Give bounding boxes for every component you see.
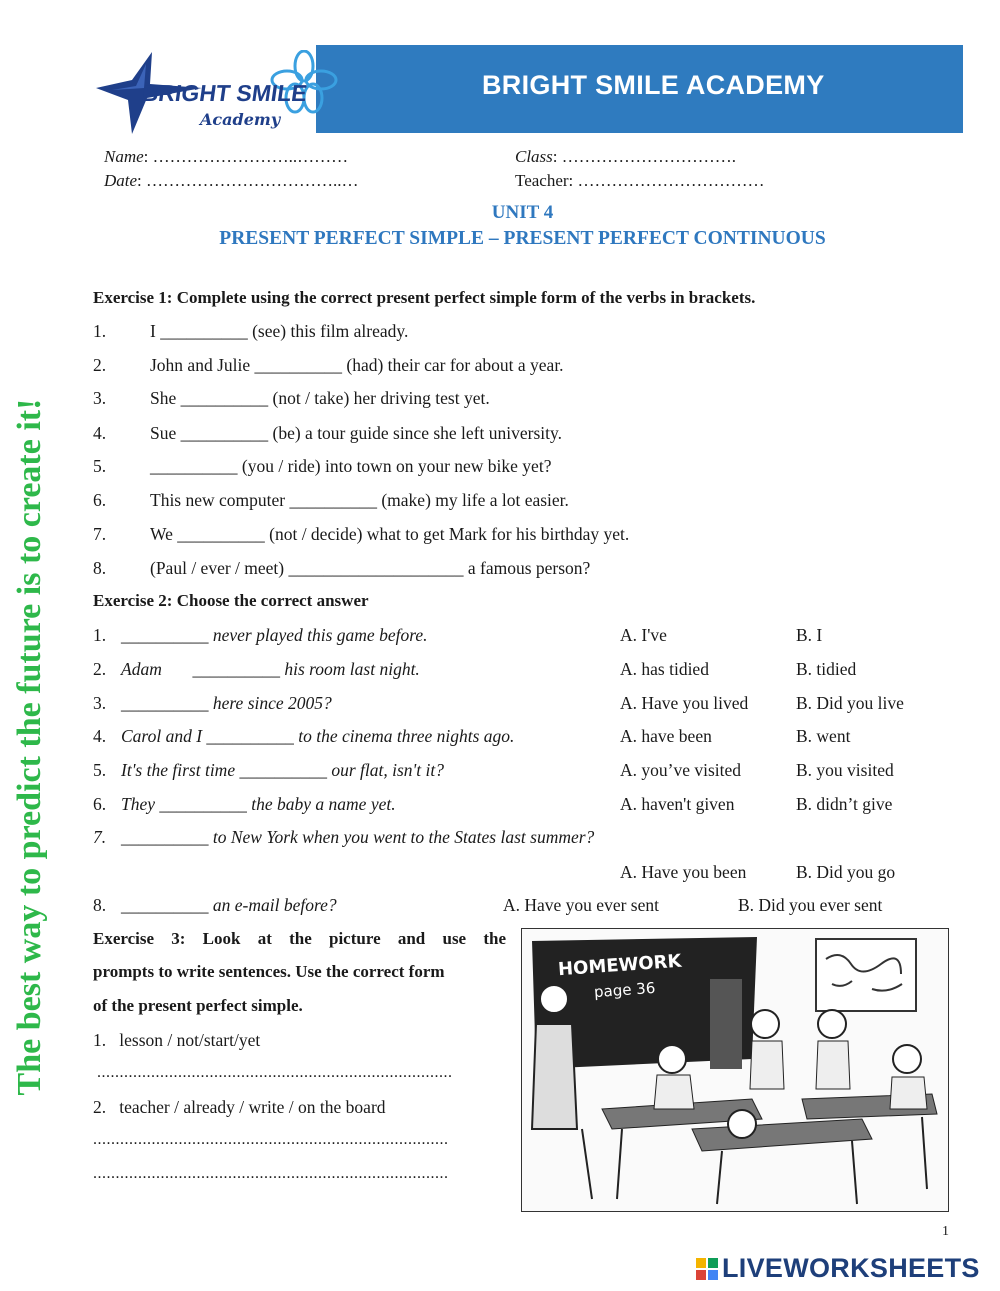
ex2-option-a[interactable]: A. Have you lived — [620, 693, 749, 713]
ex2-num: 1. — [93, 625, 107, 645]
exercise3-heading-line1: Exercise 3: Look at the picture and use the — [93, 929, 506, 948]
exercise3-heading-line3: of the present perfect simple. — [93, 996, 303, 1015]
ex1-num: 3. — [93, 388, 107, 408]
classroom-illustration — [521, 928, 949, 1212]
date-field: Date: ……………………………..… — [104, 171, 359, 190]
ex2-question: Carol and I __________ to the cinema three nights ago. — [121, 726, 515, 746]
ex2-num: 2. — [93, 659, 107, 679]
ex2-option-a[interactable]: A. Have you ever sent — [503, 895, 659, 915]
ex1-num: 1. — [93, 321, 107, 341]
ex2-num: 6. — [93, 794, 107, 814]
ex2-option-b[interactable]: B. tidied — [796, 659, 857, 679]
ex1-item: We __________ (not / decide) what to get Mark for his birthday yet. — [150, 524, 630, 544]
ex1-num: 7. — [93, 524, 107, 544]
ex2-question: Adam __________ his room last night. — [121, 659, 420, 679]
ex2-option-b[interactable]: B. I — [796, 625, 823, 645]
ex2-option-b[interactable]: B. Did you live — [796, 693, 904, 713]
ex1-item: __________ (you / ride) into town on your new bike yet? — [150, 456, 552, 476]
ex2-option-b[interactable]: B. Did you go — [796, 862, 896, 882]
ex3-item-2: 2. teacher / already / write / on the board — [93, 1097, 386, 1117]
ex2-num: 7. — [93, 827, 107, 847]
answer-line[interactable]: ............................................................................... — [93, 1131, 449, 1148]
ex2-question: They __________ the baby a name yet. — [121, 794, 396, 814]
board-text-line1: HOMEWORK — [557, 950, 683, 981]
ex1-item: Sue __________ (be) a tour guide since she left university. — [150, 423, 562, 443]
ex1-item: John and Julie __________ (had) their car for about a year. — [150, 355, 564, 375]
ex2-num: 5. — [93, 760, 107, 780]
side-quote: The best way to predict the future is to create it! — [11, 398, 48, 1096]
ex1-item: This new computer __________ (make) my life a lot easier. — [150, 490, 569, 510]
unit-number: UNIT 4 — [491, 202, 554, 223]
answer-line[interactable]: ............................................................................... — [93, 1165, 449, 1182]
teacher-field: Teacher: …………………………… — [515, 171, 765, 190]
liveworksheets-logo-icon — [696, 1258, 718, 1280]
ex2-question: __________ here since 2005? — [121, 693, 332, 713]
page-number: 1 — [942, 1224, 949, 1239]
logo-subtext: Academy — [200, 110, 281, 129]
exercise2-heading: Exercise 2: Choose the correct answer — [93, 591, 369, 610]
ex2-option-a[interactable]: A. has tidied — [620, 659, 709, 679]
ex2-option-b[interactable]: B. went — [796, 726, 851, 746]
ex2-option-a[interactable]: A. I've — [620, 625, 667, 645]
ex2-question: It's the first time __________ our flat, isn't it? — [121, 760, 444, 780]
exercise1-heading: Exercise 1: Complete using the correct present perfect simple form of the verbs in brackets. — [93, 288, 756, 307]
ex1-num: 2. — [93, 355, 107, 375]
ex2-option-b[interactable]: B. didn’t give — [796, 794, 893, 814]
ex2-num: 4. — [93, 726, 107, 746]
ex2-num: 8. — [93, 895, 107, 915]
ex1-num: 5. — [93, 456, 107, 476]
logo-text: BRIGHT SMILE — [140, 80, 309, 106]
class-field: Class: …………………………. — [515, 147, 737, 166]
ex1-item: (Paul / ever / meet) ____________________ a famous person? — [150, 558, 591, 578]
ex1-item: I __________ (see) this film already. — [150, 321, 409, 341]
answer-line[interactable]: ............................................................................... — [97, 1064, 453, 1081]
ex1-num: 8. — [93, 558, 107, 578]
exercise3-heading-line2: prompts to write sentences. Use the correct form — [93, 962, 445, 981]
ex1-item: She __________ (not / take) her driving test yet. — [150, 388, 490, 408]
ex2-option-a[interactable]: A. Have you been — [620, 862, 747, 882]
ex2-question: __________ an e-mail before? — [121, 895, 337, 915]
board-text-line2: page 36 — [593, 978, 656, 1002]
unit-title: PRESENT PERFECT SIMPLE – PRESENT PERFECT CONTINUOUS — [219, 228, 826, 249]
ex1-num: 4. — [93, 423, 107, 443]
banner-title: BRIGHT SMILE ACADEMY — [482, 70, 825, 100]
ex3-item-1: 1. lesson / not/start/yet — [93, 1030, 261, 1050]
name-field: Name: ……………………..……… — [104, 147, 349, 166]
ex2-option-b[interactable]: B. you visited — [796, 760, 894, 780]
ex2-option-a[interactable]: A. haven't given — [620, 794, 735, 814]
ex2-num: 3. — [93, 693, 107, 713]
ex2-question: __________ to New York when you went to the States last summer? — [121, 827, 595, 847]
ex1-num: 6. — [93, 490, 107, 510]
ex2-question: __________ never played this game before. — [121, 625, 428, 645]
liveworksheets-brand[interactable]: LIVEWORKSHEETS — [722, 1253, 980, 1283]
ex2-option-a[interactable]: A. have been — [620, 726, 712, 746]
ex2-option-a[interactable]: A. you’ve visited — [620, 760, 742, 780]
ex2-option-b[interactable]: B. Did you ever sent — [738, 895, 883, 915]
